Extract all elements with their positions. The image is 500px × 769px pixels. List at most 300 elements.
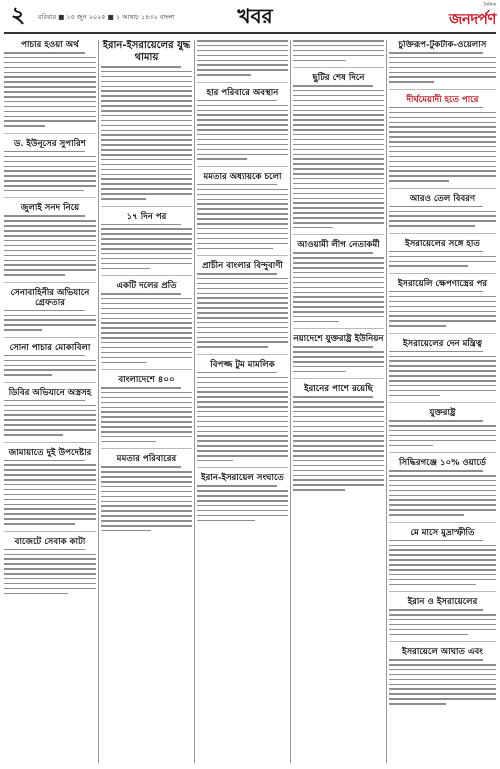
text-line (4, 264, 96, 266)
text-line (197, 377, 288, 379)
story-headline: ইসরায়েলে আঘাত এবং (401, 647, 483, 658)
story-body (4, 52, 96, 127)
text-line (197, 312, 288, 314)
text-line (197, 411, 288, 413)
text-line (101, 332, 192, 334)
text-line (101, 352, 192, 354)
text-line (197, 233, 288, 235)
text-line (293, 114, 384, 116)
text-line (389, 211, 496, 213)
text-line (101, 510, 192, 512)
text-line (197, 124, 288, 126)
story-divider (389, 522, 496, 523)
text-line (293, 287, 384, 289)
story-divider (389, 452, 496, 453)
text-line (389, 351, 483, 353)
text-line (101, 318, 192, 320)
text-line (293, 267, 384, 269)
text-line (4, 215, 85, 217)
text-line (293, 445, 384, 447)
story-divider (4, 197, 96, 198)
text-line (389, 475, 496, 477)
text-line (101, 134, 192, 136)
story-headline: জুলাই সনদ নিয়ে (20, 203, 80, 214)
text-line (4, 67, 96, 69)
story-divider (4, 337, 96, 338)
story-body (197, 273, 288, 348)
text-line (197, 341, 288, 343)
story-divider (4, 531, 96, 532)
text-line (101, 90, 192, 92)
text-line (101, 86, 192, 88)
text-line (389, 688, 496, 690)
text-line (293, 465, 384, 467)
text-line (293, 396, 373, 398)
text-line (101, 125, 192, 127)
text-line (197, 50, 288, 52)
text-line (389, 170, 496, 172)
story-body (293, 346, 384, 372)
text-line (4, 76, 96, 78)
story-headline: মমতার পরিবারের (116, 454, 177, 465)
masthead (4, 2, 496, 34)
story-headline: সেনাবাহিনীর অভিযানে গ্রেফতার (10, 287, 90, 308)
text-line (389, 549, 496, 551)
text-line (4, 101, 96, 103)
news-story (101, 212, 192, 270)
news-story (389, 194, 496, 227)
text-line (389, 574, 496, 576)
text-line (197, 520, 255, 522)
text-line (101, 183, 192, 185)
text-line (101, 224, 181, 226)
news-story (4, 388, 96, 436)
text-line (4, 583, 96, 585)
text-line (197, 421, 288, 423)
text-line (101, 228, 192, 230)
text-line (389, 614, 496, 616)
text-line (389, 540, 483, 542)
text-line (197, 238, 288, 240)
text-line (293, 306, 384, 308)
text-line (101, 491, 192, 493)
text-line (389, 117, 496, 119)
story-body (389, 609, 496, 635)
text-line (197, 74, 251, 76)
text-line (389, 370, 496, 372)
text-line (293, 421, 384, 423)
text-line (389, 485, 496, 487)
text-line (293, 188, 384, 190)
text-line (4, 499, 96, 501)
text-line (197, 273, 277, 275)
story-body (389, 107, 496, 182)
text-line (389, 306, 496, 308)
text-line (4, 52, 85, 54)
story-body (389, 470, 496, 516)
text-line (293, 105, 384, 107)
text-line (197, 213, 288, 215)
story-headline: প্রাচীন বাংলার বিন্দুবাণী (202, 261, 283, 271)
text-line (293, 173, 384, 175)
text-line (389, 315, 496, 317)
story-body (4, 355, 96, 376)
text-line (389, 698, 496, 700)
text-line (4, 230, 96, 232)
text-line (293, 202, 384, 204)
text-line (389, 62, 496, 64)
text-line (101, 327, 192, 329)
text-line (197, 490, 288, 492)
text-line (293, 450, 384, 452)
news-story (389, 528, 496, 586)
story-body (4, 310, 96, 331)
text-line (101, 243, 192, 245)
news-story (197, 172, 288, 249)
text-line (293, 198, 384, 200)
text-line (389, 385, 496, 387)
story-headline: ইরানের পাশে রয়েছি (304, 384, 373, 395)
text-line (293, 440, 384, 442)
text-line (101, 66, 181, 68)
column-1 (4, 40, 96, 765)
dateline: রবিবার ■ ১৫ জুন ২০২৫ ■ ১ আষাঢ় ১৪৩২ বাংলা (38, 13, 175, 21)
text-line (101, 347, 192, 349)
text-line (389, 564, 496, 566)
text-line (389, 156, 496, 158)
text-line (101, 496, 192, 498)
text-line (101, 357, 192, 359)
text-line (4, 235, 96, 237)
text-line (197, 154, 288, 156)
text-line (293, 227, 333, 229)
text-line (4, 255, 96, 257)
text-line (293, 277, 384, 279)
text-line (101, 149, 192, 151)
news-story (389, 458, 496, 516)
story-headline: ড. ইউনূসের সুপারিশ (14, 138, 86, 149)
text-line (293, 124, 384, 126)
text-line (4, 474, 96, 476)
story-body (197, 184, 288, 249)
text-line (4, 220, 96, 222)
text-line (389, 261, 496, 263)
text-line (389, 126, 496, 128)
text-line (389, 360, 496, 362)
text-line (4, 57, 96, 59)
text-line (293, 401, 384, 403)
text-line (293, 154, 384, 156)
text-line (197, 391, 288, 393)
text-line (293, 168, 384, 170)
story-divider (389, 591, 496, 592)
text-line (4, 504, 96, 506)
text-line (293, 484, 384, 486)
text-line (389, 265, 468, 267)
story-headline: যুক্তরাষ্ট্র (429, 408, 456, 419)
text-line (293, 178, 384, 180)
text-line (197, 431, 288, 433)
text-line (4, 324, 96, 326)
text-line (101, 342, 192, 344)
text-line (101, 81, 192, 83)
story-body (4, 400, 96, 436)
text-line (4, 484, 96, 486)
text-line (197, 406, 288, 408)
text-line (389, 122, 496, 124)
text-line (197, 105, 288, 107)
text-line (389, 554, 496, 556)
text-line (197, 515, 288, 517)
text-line (101, 130, 192, 132)
text-line (389, 356, 496, 358)
story-headline: আরও তেল বিবরণ (409, 193, 476, 204)
story-body (293, 85, 384, 228)
text-line (101, 520, 192, 522)
text-line (389, 470, 483, 472)
text-line (389, 395, 440, 397)
story-headline: বাজেটে সেবাক কাটা (14, 536, 86, 547)
page-number: ২ (10, 2, 26, 28)
text-line (101, 402, 192, 404)
text-line (101, 322, 192, 324)
news-story (197, 40, 288, 76)
news-story (4, 40, 96, 127)
text-line (293, 158, 384, 160)
text-line (4, 568, 96, 570)
text-line (293, 489, 345, 491)
text-line (293, 217, 384, 219)
story-body (4, 151, 96, 192)
text-line (293, 134, 384, 136)
text-line (4, 365, 96, 367)
text-line (293, 366, 384, 368)
text-line (4, 549, 85, 551)
text-line (197, 69, 288, 71)
text-line (101, 120, 192, 122)
text-line (4, 111, 96, 113)
story-body (293, 40, 384, 61)
text-line (4, 518, 96, 520)
story-divider (101, 206, 192, 207)
text-line (197, 114, 288, 116)
column-3 (197, 40, 288, 765)
text-line (4, 319, 96, 321)
text-line (101, 248, 192, 250)
story-body (101, 293, 192, 363)
story-headline: ১৭ দিন পর (126, 211, 167, 222)
story-divider (389, 273, 496, 274)
text-line (4, 81, 96, 83)
text-line (389, 584, 476, 586)
text-line (4, 508, 96, 510)
text-line (197, 208, 288, 210)
text-line (389, 703, 446, 705)
story-divider (197, 166, 288, 167)
text-line (197, 278, 288, 280)
text-line (197, 189, 288, 191)
text-line (389, 495, 496, 497)
text-line (389, 619, 496, 621)
text-line (293, 149, 384, 151)
text-line (4, 554, 96, 556)
text-line (4, 355, 85, 357)
text-line (197, 139, 288, 141)
text-line (293, 282, 384, 284)
text-line (4, 166, 96, 168)
text-line (101, 471, 192, 473)
text-line (293, 316, 384, 318)
text-line (197, 199, 288, 201)
text-line (4, 469, 96, 471)
text-line (4, 429, 96, 431)
text-line (101, 303, 192, 305)
text-line (293, 95, 384, 97)
text-line (197, 184, 277, 186)
text-line (4, 274, 65, 276)
text-line (389, 311, 496, 313)
story-divider (101, 369, 192, 370)
text-line (389, 375, 496, 377)
news-story (293, 384, 384, 490)
text-line (389, 180, 449, 182)
story-divider (197, 82, 288, 83)
text-line (389, 256, 496, 258)
text-line (389, 693, 496, 695)
newspaper-logo (438, 2, 496, 30)
text-line (101, 486, 192, 488)
text-line (197, 144, 288, 146)
story-headline: ইরান ও ইসরায়েলের (407, 597, 478, 608)
text-line (197, 40, 288, 42)
text-line (389, 131, 496, 133)
text-line (389, 390, 496, 392)
text-line (101, 530, 151, 532)
text-line (389, 136, 496, 138)
text-line (197, 119, 288, 121)
text-line (101, 263, 192, 265)
text-line (293, 163, 384, 165)
story-body (101, 66, 192, 200)
story-body (389, 659, 496, 705)
text-line (4, 360, 96, 362)
text-line (389, 490, 496, 492)
text-line (197, 485, 277, 487)
text-line (4, 405, 96, 407)
text-line (4, 156, 96, 158)
text-line (293, 272, 384, 274)
text-line (197, 307, 288, 309)
news-story (4, 448, 96, 525)
text-line (197, 445, 288, 447)
text-line (101, 100, 192, 102)
text-line (389, 430, 496, 432)
text-line (4, 175, 96, 177)
story-body (197, 100, 288, 160)
text-line (293, 262, 384, 264)
text-line (4, 62, 96, 64)
story-divider (101, 275, 192, 276)
text-line (389, 146, 496, 148)
text-line (389, 206, 483, 208)
text-line (197, 426, 288, 428)
text-line (4, 106, 96, 108)
news-story (293, 240, 384, 322)
text-line (389, 251, 483, 253)
news-story (4, 288, 96, 331)
text-line (389, 440, 496, 442)
text-line (4, 460, 85, 462)
text-line (4, 250, 96, 252)
news-story (389, 339, 496, 397)
text-line (101, 76, 192, 78)
story-divider (101, 448, 192, 449)
text-line (389, 225, 475, 227)
text-line (293, 321, 339, 323)
text-line (293, 431, 384, 433)
text-line (197, 337, 288, 339)
text-line (293, 85, 373, 87)
text-line (293, 426, 384, 428)
text-line (293, 301, 384, 303)
text-line (197, 382, 288, 384)
text-line (293, 193, 384, 195)
text-line (101, 233, 192, 235)
text-line (197, 297, 288, 299)
text-line (197, 510, 288, 512)
news-story (389, 647, 496, 705)
text-line (101, 169, 192, 171)
text-line (293, 346, 373, 348)
text-line (389, 420, 483, 422)
text-line (389, 569, 496, 571)
text-line (197, 283, 288, 285)
text-line (4, 573, 96, 575)
text-line (101, 71, 192, 73)
text-line (4, 86, 96, 88)
text-line (293, 416, 384, 418)
text-line (197, 158, 247, 160)
story-divider (197, 255, 288, 256)
story-divider (293, 378, 384, 379)
text-line (293, 222, 384, 224)
story-headline: ইরান-ইসরায়েল সংঘাতে (201, 473, 284, 484)
text-line (197, 228, 288, 230)
text-line (197, 293, 288, 295)
story-headline: সোনা পাচার মোকাবিলা (9, 342, 91, 353)
text-line (101, 308, 192, 310)
story-body (4, 215, 96, 275)
text-line (389, 514, 464, 516)
text-line (101, 407, 192, 409)
story-headline: ছুটির শেষ দিনে (312, 73, 365, 84)
news-story (4, 537, 96, 595)
text-line (101, 159, 192, 161)
text-line (4, 116, 96, 118)
news-story (389, 40, 496, 83)
text-line (389, 380, 496, 382)
text-line (197, 372, 277, 374)
text-line (4, 558, 96, 560)
news-story (197, 360, 288, 462)
story-headline: জামায়াতে দুই উপদেষ্টার (8, 447, 92, 458)
text-line (101, 387, 181, 389)
text-line (4, 151, 85, 153)
story-headline: একটি দলের প্রতি (116, 281, 177, 292)
text-line (389, 57, 496, 59)
text-line (101, 337, 192, 339)
text-line (389, 480, 496, 482)
